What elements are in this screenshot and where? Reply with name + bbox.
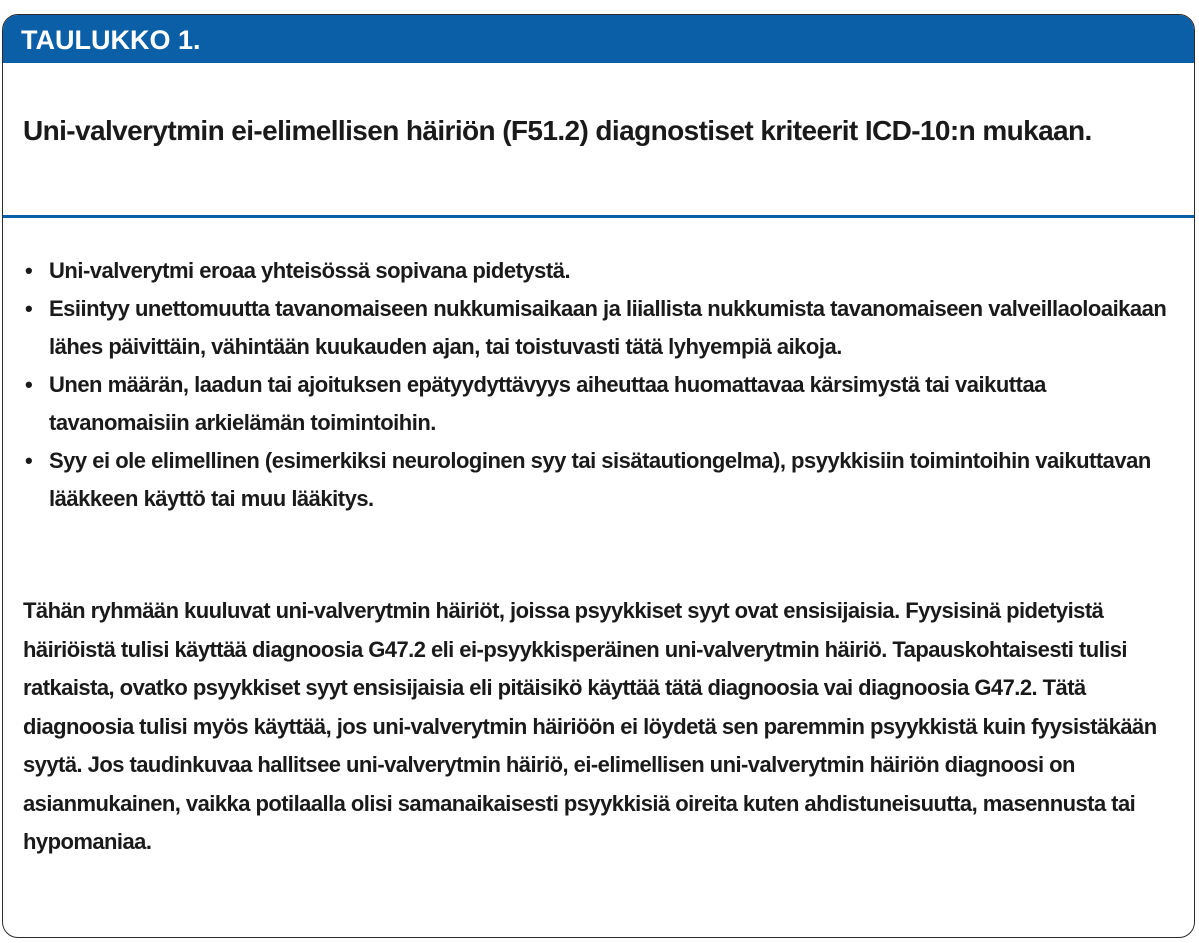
table-title: Uni-valverytmin ei-elimellisen häiriön (F51.2) diagnostiset kriteerit ICD-10:n mukaan. — [23, 115, 1092, 146]
bullet-icon: • — [25, 296, 33, 321]
criteria-text: Uni-valverytmi eroaa yhteisössä sopivana pidetystä. — [49, 258, 571, 283]
table-label: TAULUKKO 1. — [21, 25, 201, 55]
criteria-item — [23, 290, 1173, 366]
criteria-item — [23, 366, 1173, 442]
table-header — [3, 15, 1194, 63]
bullet-icon: • — [25, 448, 33, 473]
criteria-text: Esiintyy unettomuutta tavanomaiseen nukkumisaikaan ja liiallista nukkumista tavanomaiseen valveillaoloaikaan lähes päivittäin, vähintään kuukauden ajan, tai toistuvasti tätä lyhyempiä aikoja. — [49, 296, 1167, 359]
table-box — [2, 14, 1195, 938]
criteria-text: Unen määrän, laadun tai ajoituksen epätyydyttävyys aiheuttaa huomattavaa kärsimystä tai vaikuttaa tavanomaisiin arkielämän toimintoihin. — [49, 372, 1046, 435]
title-divider — [3, 215, 1194, 218]
note-paragraph: Tähän ryhmään kuuluvat uni-valverytmin häiriöt, joissa psyykkiset syyt ovat ensisijaisia. Fyysisinä pidetyistä häiriöistä tulisi käyttää diagnoosia G47.2 eli ei-psyykkisperäinen uni-valverytmin häiriö. Tapauskohtaisesti tulisi ratkaista, ovatko psyykkiset syyt ensisijaisia eli pitäisikö käyttää tätä diagnoosia vai diagnoosia G47.2. Tätä diagnoosia tulisi myös käyttää, jos uni-valverytmin häiriöön ei löydetä sen paremmin psyykkistä kuin fyysistäkään syytä. Jos taudinkuvaa hallitsee uni-valverytmin häiriö, ei-elimellisen uni-valverytmin häiriön diagnoosi on asianmukainen, vaikka potilaalla olisi samanaikaisesti psyykkisiä oireita kuten ahdistuneisuutta, masennusta tai hypomaniaa. — [23, 598, 1157, 854]
criteria-item — [23, 252, 1173, 290]
bullet-icon: • — [25, 372, 33, 397]
bullet-icon: • — [25, 258, 33, 283]
criteria-list — [23, 252, 1173, 518]
criteria-text: Syy ei ole elimellinen (esimerkiksi neurologinen syy tai sisätautiongelma), psyykkisiin toimintoihin vaikuttavan lääkkeen käyttö tai muu lääkitys. — [49, 448, 1151, 511]
criteria-item — [23, 442, 1173, 518]
